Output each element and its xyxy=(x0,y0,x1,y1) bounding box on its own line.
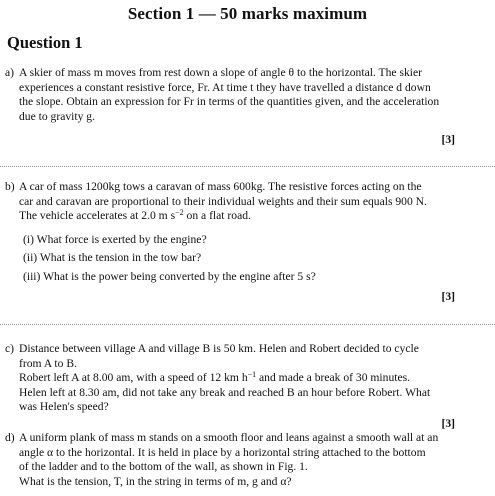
part-c-marks: [3] xyxy=(441,417,455,430)
part-a xyxy=(0,66,495,124)
part-d-line-4: What is the tension, T, in the string in terms of m, g and α? xyxy=(19,474,292,488)
question-title: Question 1 xyxy=(7,33,83,52)
part-b-line-1: A car of mass 1200kg tows a caravan of mass 600kg. The resistive forces acting on the xyxy=(19,180,422,193)
part-c-line-5: was Helen's speed? xyxy=(19,400,109,414)
part-b-line-2: car and caravan are proportional to their individual weights and their sum equals 900 N. xyxy=(19,194,427,208)
part-c-line-1: Distance between village A and village B is 50 km. Helen and Robert decided to cycle xyxy=(19,342,419,355)
part-a-line-3: the slope. Obtain an expression for Fr in terms of the quantities given, and the acceleration xyxy=(19,95,440,109)
part-a-text xyxy=(19,66,459,124)
part-a-letter: a) xyxy=(5,66,15,79)
part-b-subquestion-ii: (ii) What is the tension in the tow bar? xyxy=(23,251,202,265)
part-a-line-4: due to gravity g. xyxy=(19,109,95,123)
part-d-line-2: angle α to the horizontal. It is held in place by a horizontal string attached to the bottom xyxy=(19,445,426,459)
part-d xyxy=(0,431,495,489)
part-d-letter: d) xyxy=(5,431,15,444)
divider-b-c xyxy=(0,324,495,325)
section-title: Section 1 — 50 marks maximum xyxy=(127,4,368,23)
part-b-subquestion-iii: (iii) What is the power being converted by the engine after 5 s? xyxy=(23,269,316,283)
part-c-line-4: Helen left at 8.30 am, did not take any break and reached B an hour before Robert. What xyxy=(19,385,431,399)
part-b-subquestion-i: (i) What force is exerted by the engine? xyxy=(23,232,207,246)
part-a-marks: [3] xyxy=(441,133,455,146)
part-a-line-2: experiences a constant resistive force, Fr. At time t they have travelled a distance d down xyxy=(19,80,431,94)
part-c-letter: c) xyxy=(5,342,15,355)
part-a-line-1: A skier of mass m moves from rest down a slope of angle θ to the horizontal. The skier xyxy=(19,66,422,79)
part-b-text xyxy=(19,180,459,285)
part-c-line-2: from A to B. xyxy=(19,356,77,370)
part-d-line-3: of the ladder and to the bottom of the wall, as shown in Fig. 1. xyxy=(19,460,308,474)
part-c-text xyxy=(19,342,459,415)
part-b xyxy=(0,180,495,285)
part-d-text xyxy=(19,431,459,489)
divider-a-b xyxy=(0,166,495,167)
part-c xyxy=(0,342,495,415)
part-b-marks: [3] xyxy=(441,290,455,303)
part-c-line-3: Robert left A at 8.00 am, with a speed of 12 km $h^{-1}$ and made a break of 30 minutes. xyxy=(19,370,411,385)
part-d-line-1: A uniform plank of mass m stands on a smooth floor and leans against a smooth wall at an xyxy=(19,431,439,444)
part-b-letter: b) xyxy=(5,180,15,193)
part-b-line-3: The vehicle accelerates at 2.0 m $s^{-2}$ on a flat road. xyxy=(19,208,251,223)
